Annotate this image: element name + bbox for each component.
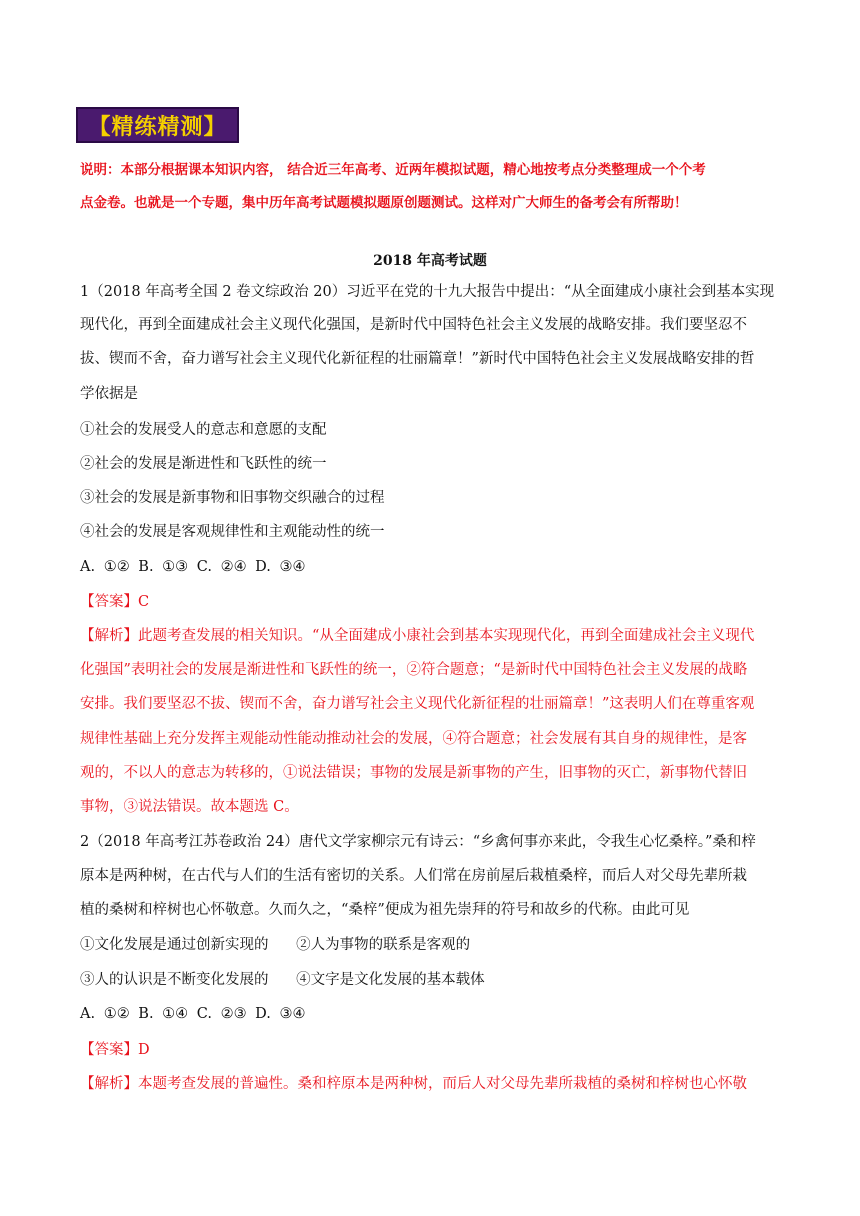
q1-option: ④社会的发展是客观规律性和主观能动性的统一 (80, 524, 385, 540)
analysis-tag: 【解析】 (80, 628, 138, 644)
q2-analysis-line (80, 1075, 747, 1093)
q1-analysis-line: 化强国”表明社会的发展是渐进性和飞跃性的统一，②符合题意；“是新时代中国特色社会主义发展的战略 (80, 662, 748, 678)
answer-tag: 【答案】 (80, 1042, 138, 1058)
section-banner (76, 107, 239, 143)
q1-option: ②社会的发展是渐进性和飞跃性的统一 (80, 456, 327, 472)
answer-value: C (138, 594, 150, 610)
q1-choices: A. ①② B. ①③ C. ②④ D. ③④ (80, 559, 306, 575)
q1-stem-line: 学依据是 (80, 386, 138, 402)
q2-choices: A. ①② B. ①④ C. ②③ D. ③④ (80, 1006, 306, 1022)
q2-option: ①文化发展是通过创新实现的 ②人为事物的联系是客观的 (80, 937, 471, 953)
q1-stem-line: 拔、锲而不舍，奋力谱写社会主义现代化新征程的壮丽篇章！”新时代中国特色社会主义发展战略安排的哲 (80, 351, 755, 367)
answer-tag: 【答案】 (80, 594, 138, 610)
q2-stem-line: 2（2018 年高考江苏卷政治 24）唐代文学家柳宗元有诗云：“乡禽何事亦来此，令我生心忆桑梓。”桑和梓 (80, 834, 756, 850)
q1-stem-line: 现代化，再到全面建成社会主义现代化强国，是新时代中国特色社会主义发展的战略安排。我们要坚忍不 (80, 317, 747, 333)
analysis-tag: 【解析】 (80, 1076, 138, 1092)
q1-option: ①社会的发展受人的意志和意愿的支配 (80, 422, 327, 438)
q2-answer (80, 1041, 150, 1059)
q1-analysis-line: 安排。我们要坚忍不拔、锲而不舍，奋力谱写社会主义现代化新征程的壮丽篇章！”这表明人们在尊重客观 (80, 696, 755, 712)
q2-option: ③人的认识是不断变化发展的 ④文字是文化发展的基本载体 (80, 972, 485, 988)
analysis-text: 本题考查发展的普遍性。桑和梓原本是两种树，而后人对父母先辈所栽植的桑树和梓树也心怀敬 (138, 1076, 747, 1092)
answer-value: D (138, 1042, 150, 1058)
q2-stem-line: 植的桑树和梓树也心怀敬意。久而久之，“桑梓”便成为祖先崇拜的符号和故乡的代称。由此可见 (80, 902, 690, 918)
q1-analysis-line: 规律性基础上充分发挥主观能动性能动推动社会的发展，④符合题意；社会发展有其自身的规律性，是客 (80, 731, 747, 747)
note-line-2: 点金卷。也就是一个专题，集中历年高考试题模拟题原创题测试。这样对广大师生的备考会有所帮助！ (80, 195, 688, 211)
q1-analysis-line: 观的，不以人的意志为转移的，①说法错误；事物的发展是新事物的产生，旧事物的灭亡，新事物代替旧 (80, 765, 747, 781)
analysis-text: 此题考查发展的相关知识。“从全面建成小康社会到基本实现现代化，再到全面建成社会主义现代 (138, 628, 755, 644)
q1-stem-line: 1（2018 年高考全国 2 卷文综政治 20）习近平在党的十九大报告中提出：“从全面建成小康社会到基本实现 (80, 284, 775, 300)
q2-stem-line: 原本是两种树，在古代与人们的生活有密切的关系。人们常在房前屋后栽植桑梓，而后人对父母先辈所栽 (80, 868, 747, 884)
q1-option: ③社会的发展是新事物和旧事物交织融合的过程 (80, 490, 385, 506)
q1-analysis-line: 事物，③说法错误。故本题选 C。 (80, 799, 299, 815)
section-title: 2018 年高考试题 (373, 253, 487, 269)
banner-label: 【精练精测】 (88, 114, 227, 140)
q1-answer (80, 593, 149, 611)
note-line-1: 说明：本部分根据课本知识内容， 结合近三年高考、近两年模拟试题，精心地按考点分类整理成一个个考 (80, 162, 706, 178)
q1-analysis-line (80, 627, 754, 645)
